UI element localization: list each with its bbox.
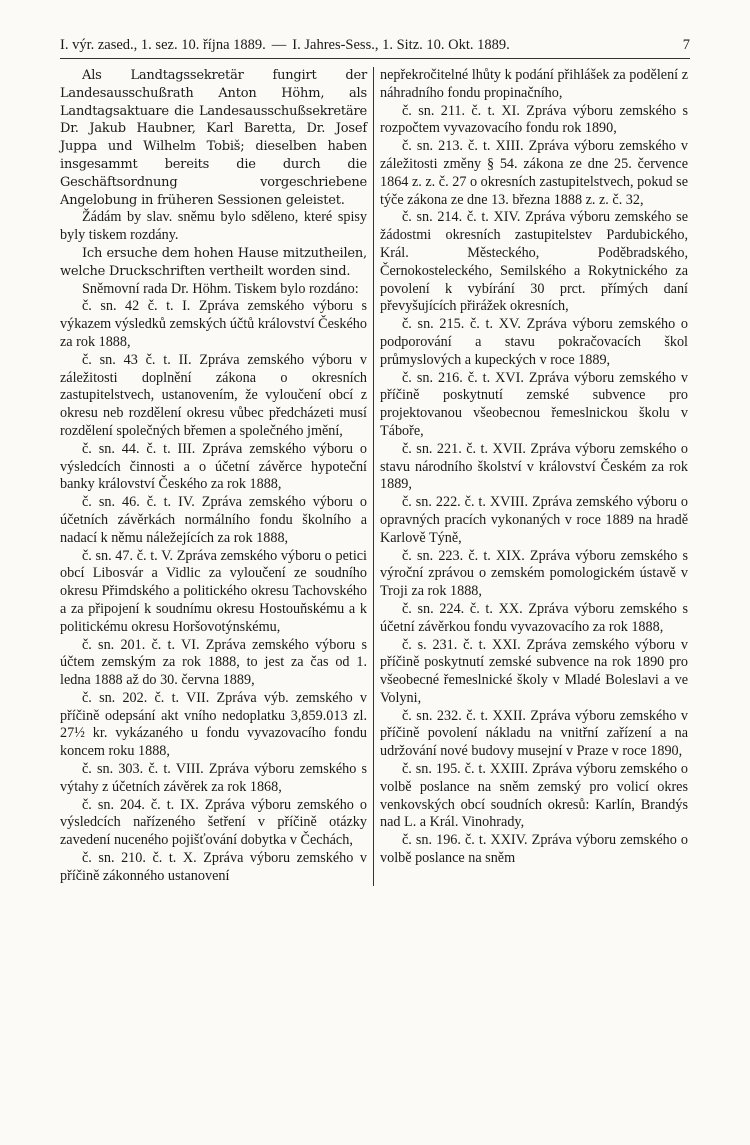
- paragraph: č. sn. 47. č. t. V. Zpráva zemského výboru o petici obcí Libosvár a Vidlic za vyloučení ze soudního okresu Přimdského a politického okresu Tachovského a za připojení k soudnímu okresu Hostouňskému a k politickému okresu Horšovotýnskému,: [60, 547, 367, 635]
- paragraph: č. sn. 201. č. t. VI. Zpráva zemského výboru s účtem zemským za rok 1888, to jest za čas od 1. ledna 1888 až do 30. června 1889,: [60, 636, 367, 689]
- paragraph: č. sn. 46. č. t. IV. Zpráva zemského výboru o účetních závěrkách normálního fondu školního a nadací k němu náležejících za rok 1888,: [60, 494, 367, 546]
- paragraph: č. sn. 43 č. t. II. Zpráva zemského výboru v záležitosti doplnění zákona o okresních zastupitelstvech, ustanovením, že vyloučení obcí z okresu neb rozdělení okresu vůbec předcházeti musí rozdělení společných břemen a společného jmění,: [60, 351, 367, 439]
- paragraph: č. sn. 210. č. t. X. Zpráva výboru zemského v příčině zákonného ustanovení: [60, 850, 367, 884]
- paragraph: č. s. 231. č. t. XXI. Zpráva zemského výboru v příčině poskytnutí zemské subvence na rok 1890 pro všeobecné řemeslnické školy v Mladé Boleslavi a ve Volyni,: [380, 636, 688, 706]
- page-number: 7: [682, 37, 690, 53]
- paragraph: Als Landtagssekretär fungirt der Landesausschußrath Anton Höhm, als Landtagsaktuare die Landesausschußsekretäre Dr. Jakub Haubner, Karl Baretta, Dr. Josef Juppa und Wilhelm Tobiš; dieselben haben insgesammt bereits die durch die Geschäftsordnung vorgeschriebene Angelobung in früheren Sessionen geleistet.: [60, 68, 367, 208]
- paragraph: č. sn. 214. č. t. XIV. Zpráva výboru zemského se žádostmi okresních zastupitelstev Pardubického, Král. Městeckého, Poděbradského, Černokosteleckého, Semilského a Rokytnického za povolení k vybírání 30 prct. přímých daní převyšujících přirážek okresních,: [380, 209, 688, 315]
- right-column: [374, 67, 688, 886]
- header-german: I. Jahres-Sess., 1. Sitz. 10. Okt. 1889.: [292, 37, 510, 53]
- paragraph: č. sn. 216. č. t. XVI. Zpráva výboru zemského v příčině poskytnutí zemské subvence pro projektovanou všeobecnou řemeslnickou školu v Táboře,: [380, 369, 688, 439]
- running-header: [60, 36, 690, 59]
- paragraph: č. sn. 224. č. t. XX. Zpráva výboru zemského s účetní závěrkou fondu vyvazovacího za rok 1888,: [380, 600, 688, 635]
- paragraph: č. sn. 195. č. t. XXIII. Zpráva výboru zemského o volbě poslance na sněm zemský pro volicí okres venkovských obcí soudních okresů: Karlín, Brandýs nad L. a Král. Vinohrady,: [380, 761, 688, 831]
- paragraph: Žádám by slav. sněmu bylo sděleno, které spisy byly tiskem rozdány.: [60, 209, 367, 244]
- paragraph: č. sn. 42 č. t. I. Zpráva zemského výboru s výkazem výsledků zemských účtů království Českého za rok 1888,: [60, 298, 367, 350]
- paragraph: Ich ersuche dem hohen Hause mitzutheilen, welche Druckschriften vertheilt worden sind.: [60, 245, 367, 279]
- paragraph: č. sn. 44. č. t. III. Zpráva zemského výboru o výsledcích činnosti a o účetní závěrce hypoteční banky království Českého za rok 1888,: [60, 440, 367, 493]
- paragraph: č. sn. 232. č. t. XXII. Zpráva výboru zemského v příčině povolení nákladu na vnitřní zařízení a na udržování nové budovy musejní v Praze v roce 1890,: [380, 707, 688, 760]
- paragraph: č. sn. 221. č. t. XVII. Zpráva výboru zemského o stavu národního školství v království Českém za rok 1889,: [380, 440, 688, 493]
- document-page: [60, 36, 690, 886]
- header-separator: —: [271, 37, 287, 53]
- paragraph: Sněmovní rada Dr. Höhm. Tiskem bylo rozdáno:: [82, 280, 359, 297]
- paragraph: č. sn. 303. č. t. VIII. Zpráva výboru zemského s výtahy z účetních závěrek za rok 1868,: [60, 761, 367, 795]
- paragraph: č. sn. 223. č. t. XIX. Zpráva výboru zemského s výroční zprávou o zemském pomologickém ústavě v Troji za rok 1888,: [380, 547, 688, 600]
- paragraph: č. sn. 196. č. t. XXIV. Zpráva výboru zemského o volbě poslance na sněm: [380, 832, 688, 867]
- paragraph: č. sn. 213. č. t. XIII. Zpráva výboru zemského v záležitosti změny § 54. zákona ze dne 25. července 1864 z. z. č. 27 o okresních zastupitelstvech, pokud se týče zákona ze dne 13. března 1888 z. z. č. 32,: [380, 138, 688, 208]
- paragraph: č. sn. 211. č. t. XI. Zpráva výboru zemského s rozpočtem vyvazovacího fondu rok 1890,: [380, 102, 688, 137]
- paragraph: nepřekročitelné lhůty k podání přihlášek za podělení z náhradního fondu propinačního,: [380, 67, 688, 101]
- text-columns: [60, 67, 690, 886]
- header-czech: I. výr. zased., 1. sez. 10. října 1889.: [60, 37, 266, 53]
- paragraph: č. sn. 222. č. t. XVIII. Zpráva zemského výboru o opravných pracích vykonaných v roce 1889 na hradě Karlově Týně,: [380, 494, 688, 546]
- left-column: [60, 67, 374, 886]
- paragraph: č. sn. 215. č. t. XV. Zpráva výboru zemského o podporování a stavu pokračovacích škol průmyslových a kupeckých v roce 1889,: [380, 316, 688, 368]
- paragraph: č. sn. 204. č. t. IX. Zpráva výboru zemského o výsledcích nařízeného šetření v příčině otázky zavedení nuceného pojišťování dobytka v Čechách,: [60, 796, 367, 849]
- paragraph: č. sn. 202. č. t. VII. Zpráva výb. zemského v příčině odepsání akt vního nedoplatku 3,859.013 zl. 27½ kr. vykázaného u fondu vyvazovacího fondu koncem roku 1888,: [60, 689, 367, 760]
